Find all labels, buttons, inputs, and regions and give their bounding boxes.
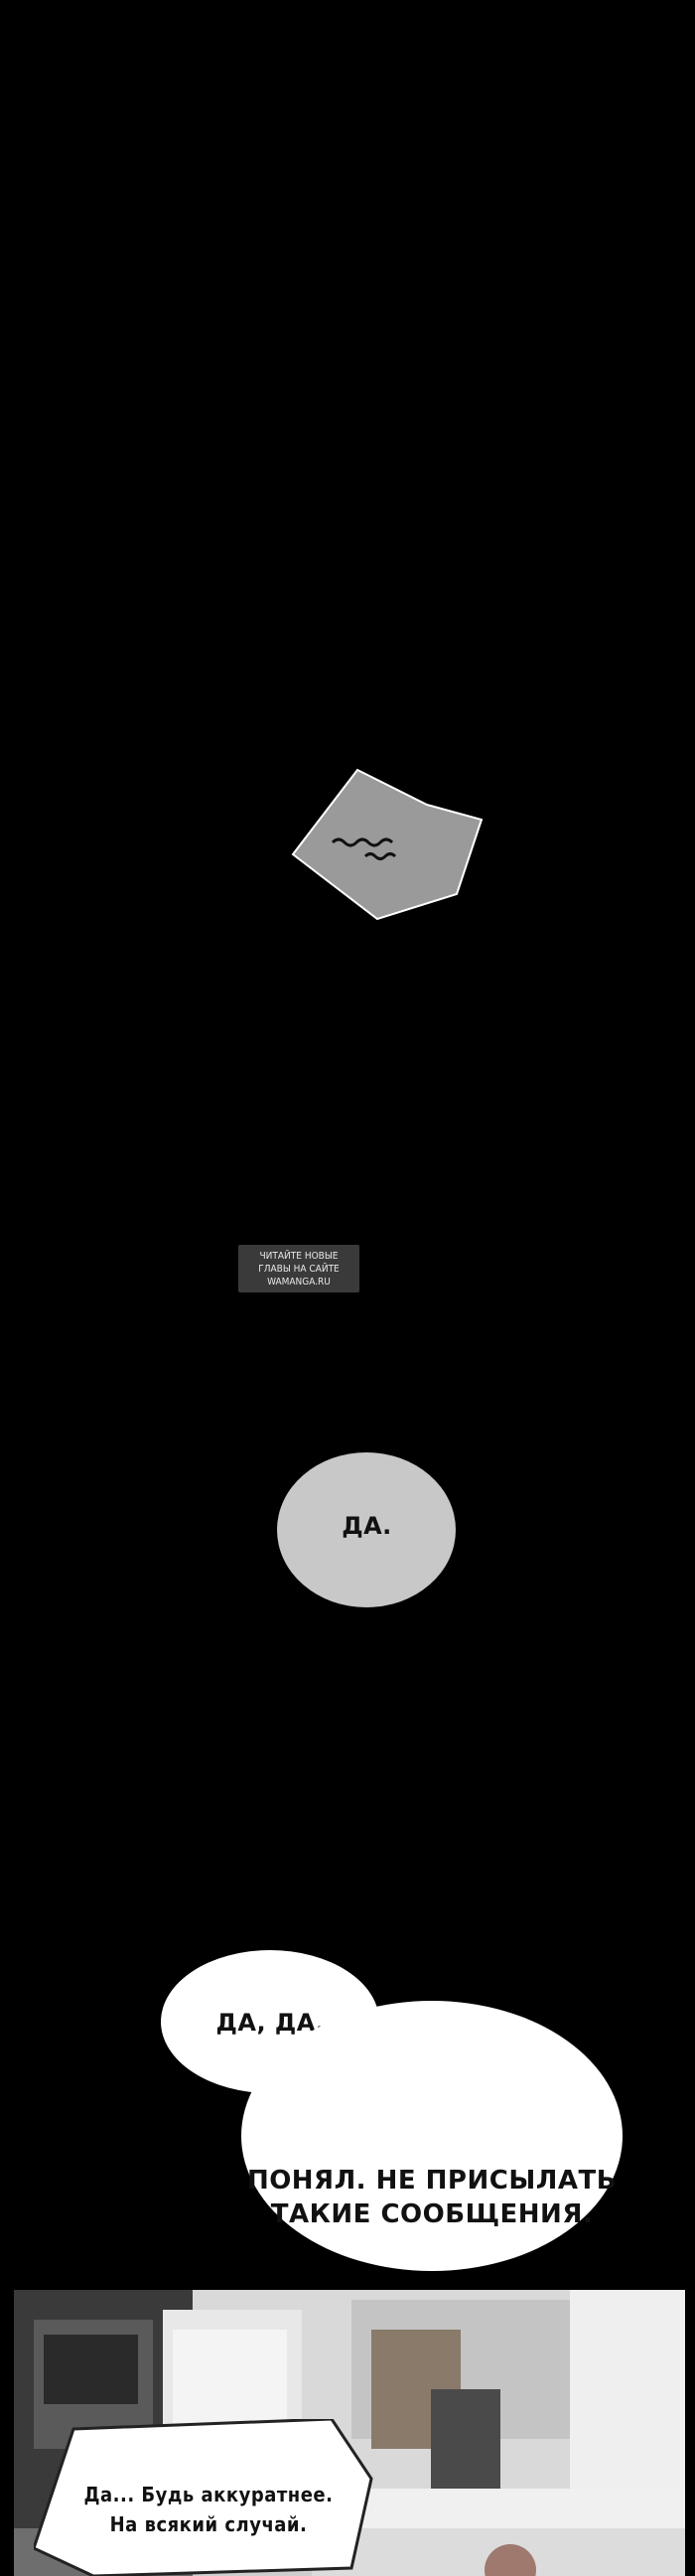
speech-line: ТАКИЕ СООБЩЕНИЯ. [270,2199,594,2229]
speech-line: ПОНЯЛ. НЕ ПРИСЫЛАТЬ [246,2166,618,2196]
speech-text-understood [238,2164,626,2231]
watermark-line: WAMANGA.RU [267,1276,331,1288]
speech-bubble-understood [238,1997,626,2275]
muffled-speech-bubble [288,765,486,924]
watermark-line: ЧИТАЙТЕ НОВЫЕ [259,1250,339,1262]
speech-line: На всякий случай. [109,2512,308,2536]
speech-text-careful [40,2480,377,2539]
watermark [238,1245,359,1292]
watermark-line: ГЛАВЫ НА САЙТЕ [258,1263,340,1275]
speech-text-yes: ДА. [342,1512,392,1540]
speech-line: Да... Будь аккуратнее. [83,2483,334,2506]
speech-text-yes-yes: ДА, ДА. [215,2009,326,2037]
